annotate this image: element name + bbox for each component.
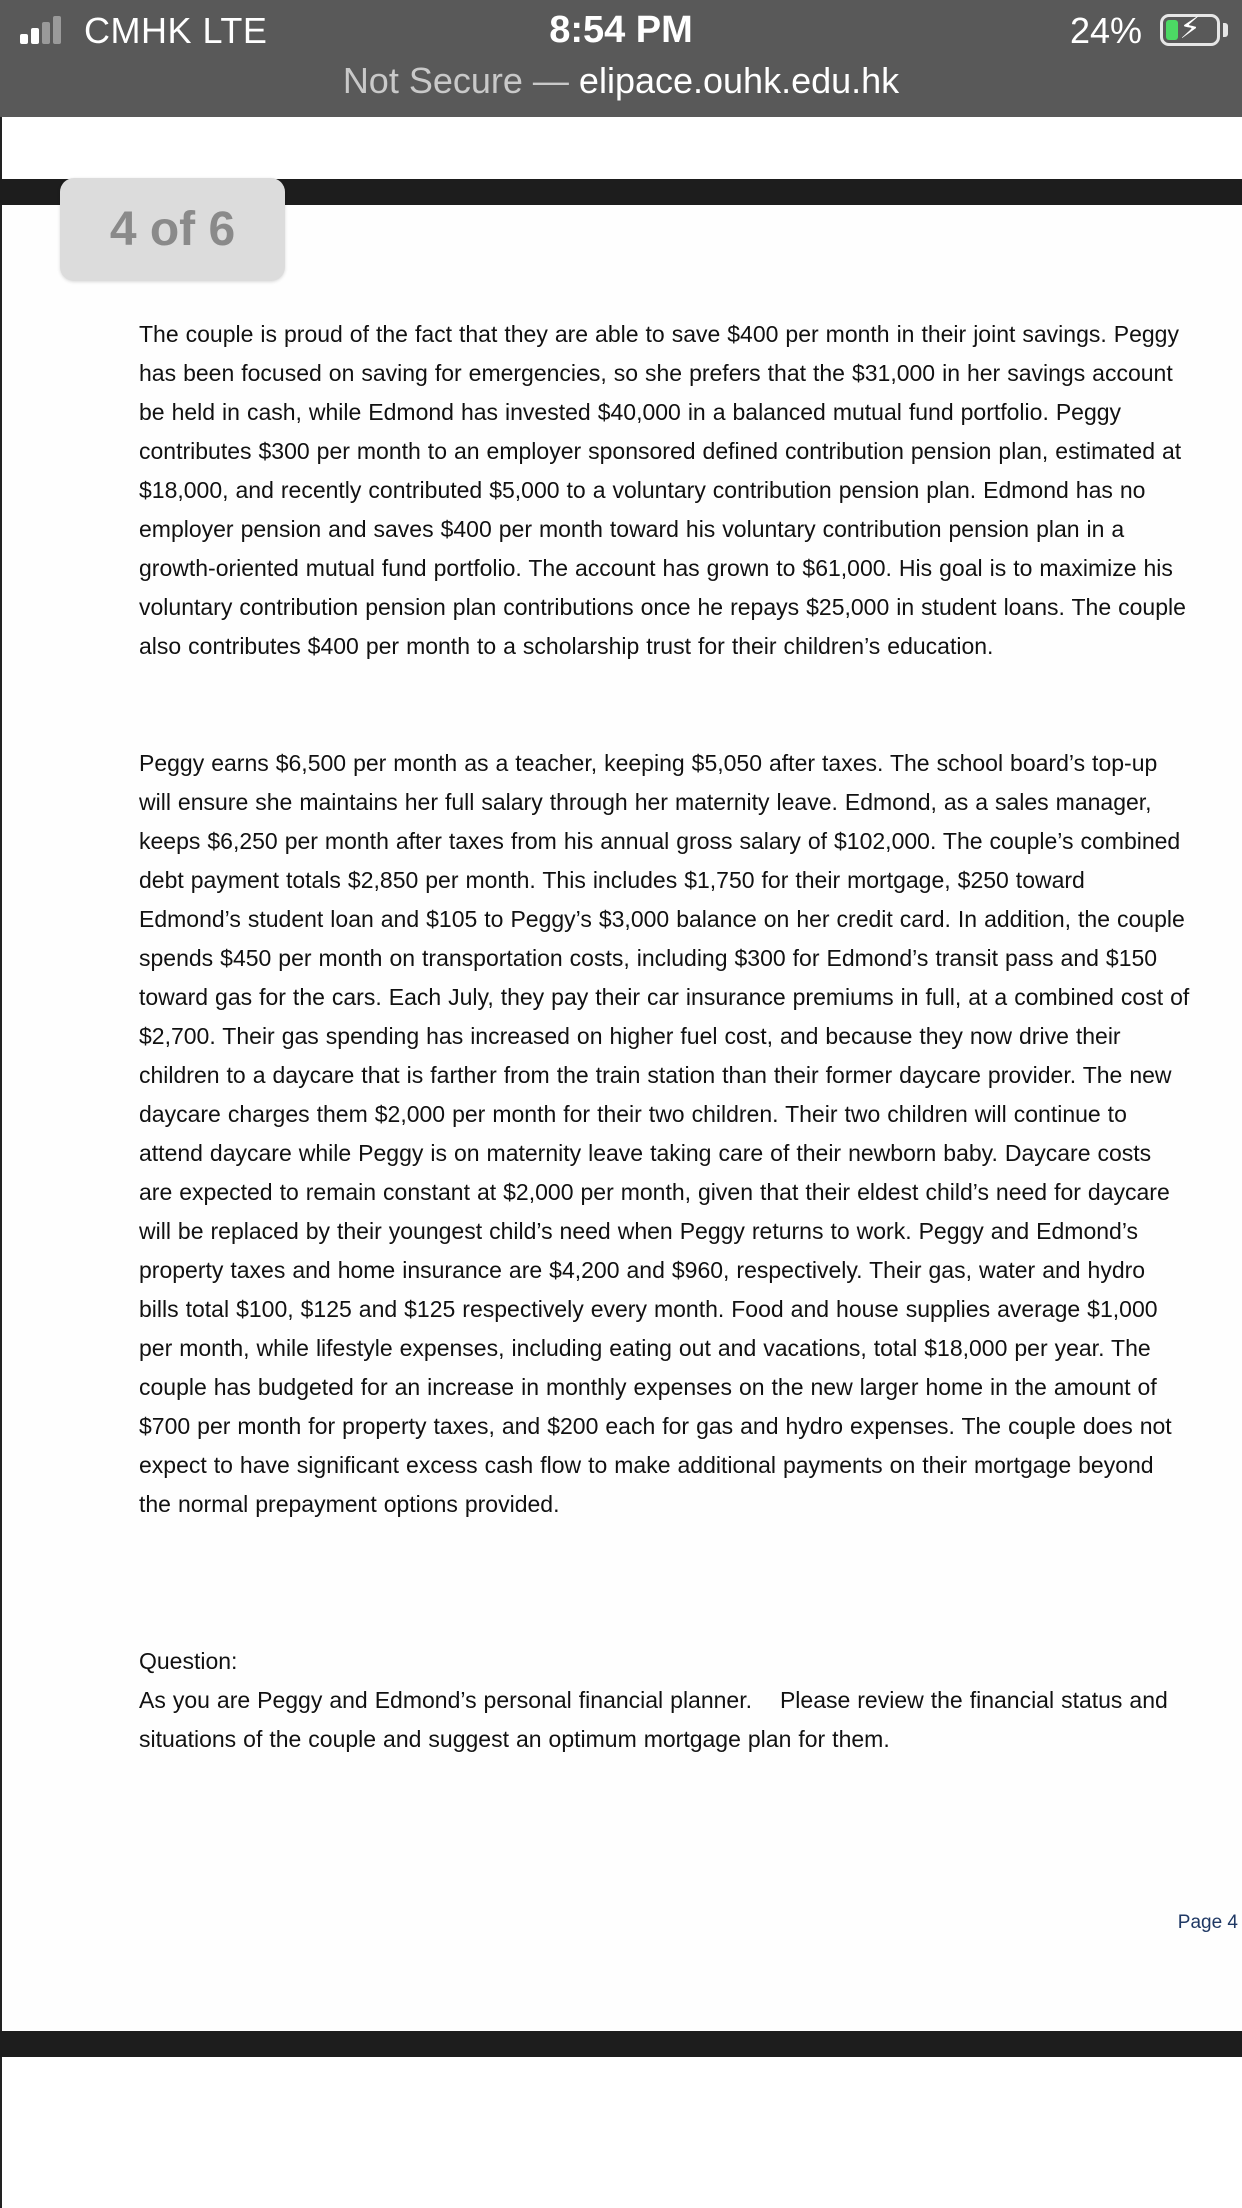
viewer-top-spacer	[0, 117, 1242, 179]
carrier-label: CMHK LTE	[84, 10, 268, 51]
page-separator-bottom	[0, 2031, 1242, 2057]
page-indicator-badge: 4 of 6	[60, 178, 285, 281]
battery-percentage: 24%	[1069, 10, 1142, 51]
next-page-area	[0, 2057, 1242, 2208]
status-bar	[0, 0, 1242, 60]
question-label: Question:	[139, 1648, 238, 1674]
paragraph-savings: The couple is proud of the fact that they are able to save $400 per month in their joint savings. Peggy has been focused on saving for emergencies, so she prefers that the $31,000 in her savings account be held in cash, while Edmond has invested $40,000 in a balanced mutual fund portfolio. Peggy contributes $300 per month to an employer sponsored defined contribution pension plan, estimated at $18,000, and recently contributed $5,000 to a voluntary contribution pension plan. Edmond has no employer pension and saves $400 per month toward his voluntary contribution pension plan in a growth-oriented mutual fund portfolio. The account has grown to $61,000. His goal is to maximize his voluntary contribution pension plan contributions once he repays $25,000 in student loans. The couple also contributes $400 per month to a scholarship trust for their children’s education.	[139, 321, 1186, 659]
page-number: Page 4	[1177, 1912, 1238, 1933]
battery-charging-icon: ⚡	[1160, 14, 1220, 46]
security-label: Not Secure —	[342, 60, 569, 101]
url-domain: elipace.ouhk.edu.hk	[578, 60, 900, 101]
question-text: As you are Peggy and Edmond’s personal financial planner. Please review the financial status and situations of the couple and suggest an optimum mortgage plan for them.	[139, 1687, 1175, 1752]
battery-cap	[1223, 23, 1228, 37]
browser-top-bar	[0, 0, 1242, 117]
status-time: 8:54 PM	[549, 9, 693, 51]
paragraph-income-expenses: Peggy earns $6,500 per month as a teacher, keeping $5,050 after taxes. The school board’s top-up will ensure she maintains her full salary through her maternity leave. Edmond, as a sales manager, keeps $6,250 per month after taxes from his annual gross salary of $102,000. The couple’s combined debt payment totals $2,850 per month. This includes $1,750 for their mortgage, $250 toward Edmond’s student loan and $105 to Peggy’s $3,000 balance on her credit card. In addition, the couple spends $450 per month on transportation costs, including $300 for Edmond’s transit pass and $150 toward gas for the cars. Each July, they pay their car insurance premiums in full, at a combined cost of $2,700. Their gas spending has increased on higher fuel cost, and because they now drive their children to a daycare that is farther from the train station than their former daycare provider. The new daycare charges them $2,000 per month for their two children. Their two children will continue to attend daycare while Peggy is on maternity leave taking care of their newborn baby. Daycare costs are expected to remain constant at $2,000 per month, given that their eldest child’s need for daycare will be replaced by their youngest child’s need when Peggy returns to work. Peggy and Edmond’s property taxes and home insurance are $4,200 and $960, respectively. Their gas, water and hydro bills total $100, $125 and $125 respectively every month. Food and house supplies average $1,000 per month, while lifestyle expenses, including eating out and vacations, total $18,000 per year. The couple has budgeted for an increase in monthly expenses on the new larger home in the amount of $700 per month for property taxes, and $200 each for gas and hydro expenses. The couple does not expect to have significant excess cash flow to make additional payments on their mortgage beyond the normal prepayment options provided.	[139, 750, 1190, 1517]
address-bar[interactable]	[0, 58, 1242, 104]
